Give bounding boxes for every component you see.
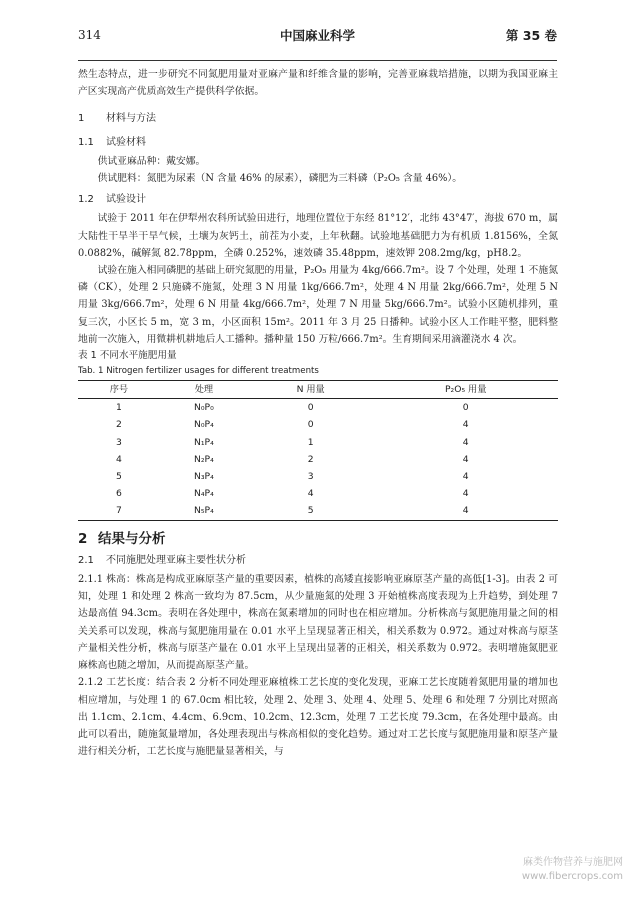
table-cell: 4 <box>462 505 469 517</box>
table-cell: N₁P₄ <box>194 436 214 448</box>
watermark-title: 麻类作物营养与施肥网 <box>523 857 623 868</box>
table-cell: N₅P₄ <box>194 505 214 517</box>
table-cell: 6 <box>115 488 122 500</box>
table-header-row <box>78 381 558 399</box>
table-row <box>78 434 558 451</box>
table-caption-cn: 表 1 不同水平施肥用量 <box>78 350 177 362</box>
intro-paragraph: 然生态特点，进一步研究不同氮肥用量对亚麻产量和纤维含量的影响，完善亚麻栽培措施，以期为我国亚麻主产区实现高产优质高效生产提供科学依据。 <box>78 69 558 98</box>
table-cell: 4 <box>462 419 469 431</box>
materials-fertilizer: 供试肥料：氮肥为尿素（N 含量 46% 的尿素），磷肥为三料磷（P₂O₅ 含量 46%）。 <box>97 173 463 185</box>
table-row <box>78 502 558 520</box>
materials-variety: 供试亚麻品种：戴安娜。 <box>97 155 206 167</box>
table-cell: 2 <box>307 453 314 465</box>
table-row <box>78 399 558 417</box>
page-number: 314 <box>78 28 101 42</box>
table-row <box>78 416 558 433</box>
table-cell: N₀P₀ <box>194 402 214 414</box>
table-row <box>78 451 558 468</box>
table-header-cell: P₂O₅ 用量 <box>444 384 487 396</box>
table-caption-en: Tab. 1 Nitrogen fertilizer usages for different treatments <box>78 366 319 377</box>
body-text <box>78 66 558 760</box>
design-paragraph-1: 试验于 2011 年在伊犁州农科所试验田进行，地理位置位于东经 81°12′，北纬 43°47′，海拔 670 m，属大陆性干旱半干旱气候，土壤为灰钙土，前茬为小麦，上年秋翻。试验地基础肥力为有机质 1.8156%，全氮 0.0882%，碱解氮 82.78ppm，全磷 0.252%，速效磷 35.48ppm，速效钾 208.2mg/kg，pH8.2。 <box>78 213 558 259</box>
fertilizer-table <box>78 380 558 521</box>
table-cell: N₀P₄ <box>194 419 214 431</box>
table-row <box>78 485 558 502</box>
section-heading-2: 2 结果与分析 <box>78 530 166 547</box>
table-header-cell: 序号 <box>109 384 129 396</box>
site-watermark <box>522 856 623 884</box>
table-cell: 1 <box>307 436 314 448</box>
table-cell: 2 <box>115 419 122 431</box>
header-rule <box>78 60 557 61</box>
table-cell: 4 <box>462 488 469 500</box>
table-cell: 3 <box>307 471 314 483</box>
table-cell: 1 <box>115 402 122 414</box>
table-cell: 3 <box>115 436 122 448</box>
table-cell: N₄P₄ <box>194 488 214 500</box>
design-paragraph-2: 试验在施入相同磷肥的基础上研究氮肥的用量，P₂O₅ 用量为 4kg/666.7m²。设 7 个处理，处理 1 不施氮磷（CK），处理 2 只施磷不施氮，处理 3 N 用量 1kg/666.7m²，处理 4 N 用量 2kg/666.7m²，处理 5 N 用量 3kg/666.7m²，处理 6 N 用量 4kg/666.7m²，处理 7 N 用量 5kg/666.7m²。试验小区随机排列，重复三次，小区长 5 m，宽 3 m，小区面积 15m²。2011 年 3 月 25 日播种。试验小区人工作畦平整，肥料整地前一次施入，用微耕机耕地后人工播种。播种量 150 万粒/666.7m²。生育期间采用滴灌浇水 4 次。 <box>78 265 558 345</box>
table-row <box>78 468 558 485</box>
table-cell: 4 <box>115 453 122 465</box>
table-header-cell: N 用量 <box>296 384 325 396</box>
table-cell: 4 <box>462 471 469 483</box>
volume-label: 第 35 卷 <box>505 28 557 43</box>
table-cell: 5 <box>307 505 314 517</box>
table-cell: 7 <box>115 505 122 517</box>
table-cell: N₃P₄ <box>194 471 214 483</box>
section-heading-1-2: 1.2 试验设计 <box>78 194 146 206</box>
running-header <box>78 24 557 46</box>
table-header-cell: 处理 <box>194 384 214 396</box>
section-heading-2-1: 2.1 不同施肥处理亚麻主要性状分析 <box>78 554 246 566</box>
table-cell: 0 <box>307 419 314 431</box>
section-heading-1-1: 1.1 试验材料 <box>78 136 146 148</box>
watermark-url: www.fibercrops.com <box>521 871 623 882</box>
table-cell: 4 <box>462 436 469 448</box>
technical-length-paragraph: 2.1.2 工艺长度：结合表 2 分析不同处理亚麻植株工艺长度的变化发现，亚麻工艺长度随着氮肥用量的增加也相应增加，与处理 1 的 67.0cm 相比较，处理 2、处理 3、处理 4、处理 5、处理 6 和处理 7 分别比对照高出 1.1cm、2.1cm、4.4cm、6.9cm、10.2cm、12.3cm，处理 7 工艺长度 79.3cm，在各处理中最高。由此可以看出，随施氮量增加，各处理表现出与株高相似的变化趋势。通过对工艺长度与氮肥施用量和原茎产量进行相关分析，工艺长度与施肥量显著相关，与 <box>78 677 558 758</box>
plant-height-paragraph: 2.1.1 株高：株高是构成亚麻原茎产量的重要因素，植株的高矮直接影响亚麻原茎产量的高低[1-3]。由表 2 可知，处理 1 和处理 2 株高一致均为 87.5cm，从少量施氮的处理 3 开始植株高度表现为上升趋势，到处理 7 达最高值 94.3cm。表明在各处理中，株高在氮素增加的同时也在相应增加。分析株高与氮肥施用量之间的相关关系可以发现，株高与氮肥施用量在 0.01 水平上呈现显著正相关，相关系数为 0.972。通过对株高与原茎产量相关性分析，株高与原茎产量在 0.01 水平上呈现出显著的正相关，相关系数为 0.972。表明增施氮肥亚麻株高也随之增加，从而提高原茎产量。 <box>78 574 558 672</box>
section-heading-1: 1 材料与方法 <box>78 113 156 125</box>
table-cell: 0 <box>462 402 469 414</box>
table-cell: 4 <box>307 488 314 500</box>
journal-title: 中国麻业科学 <box>279 28 355 43</box>
table-cell: N₂P₄ <box>194 453 214 465</box>
table-cell: 0 <box>307 402 314 414</box>
table-cell: 4 <box>462 453 469 465</box>
table-cell: 5 <box>115 471 122 483</box>
